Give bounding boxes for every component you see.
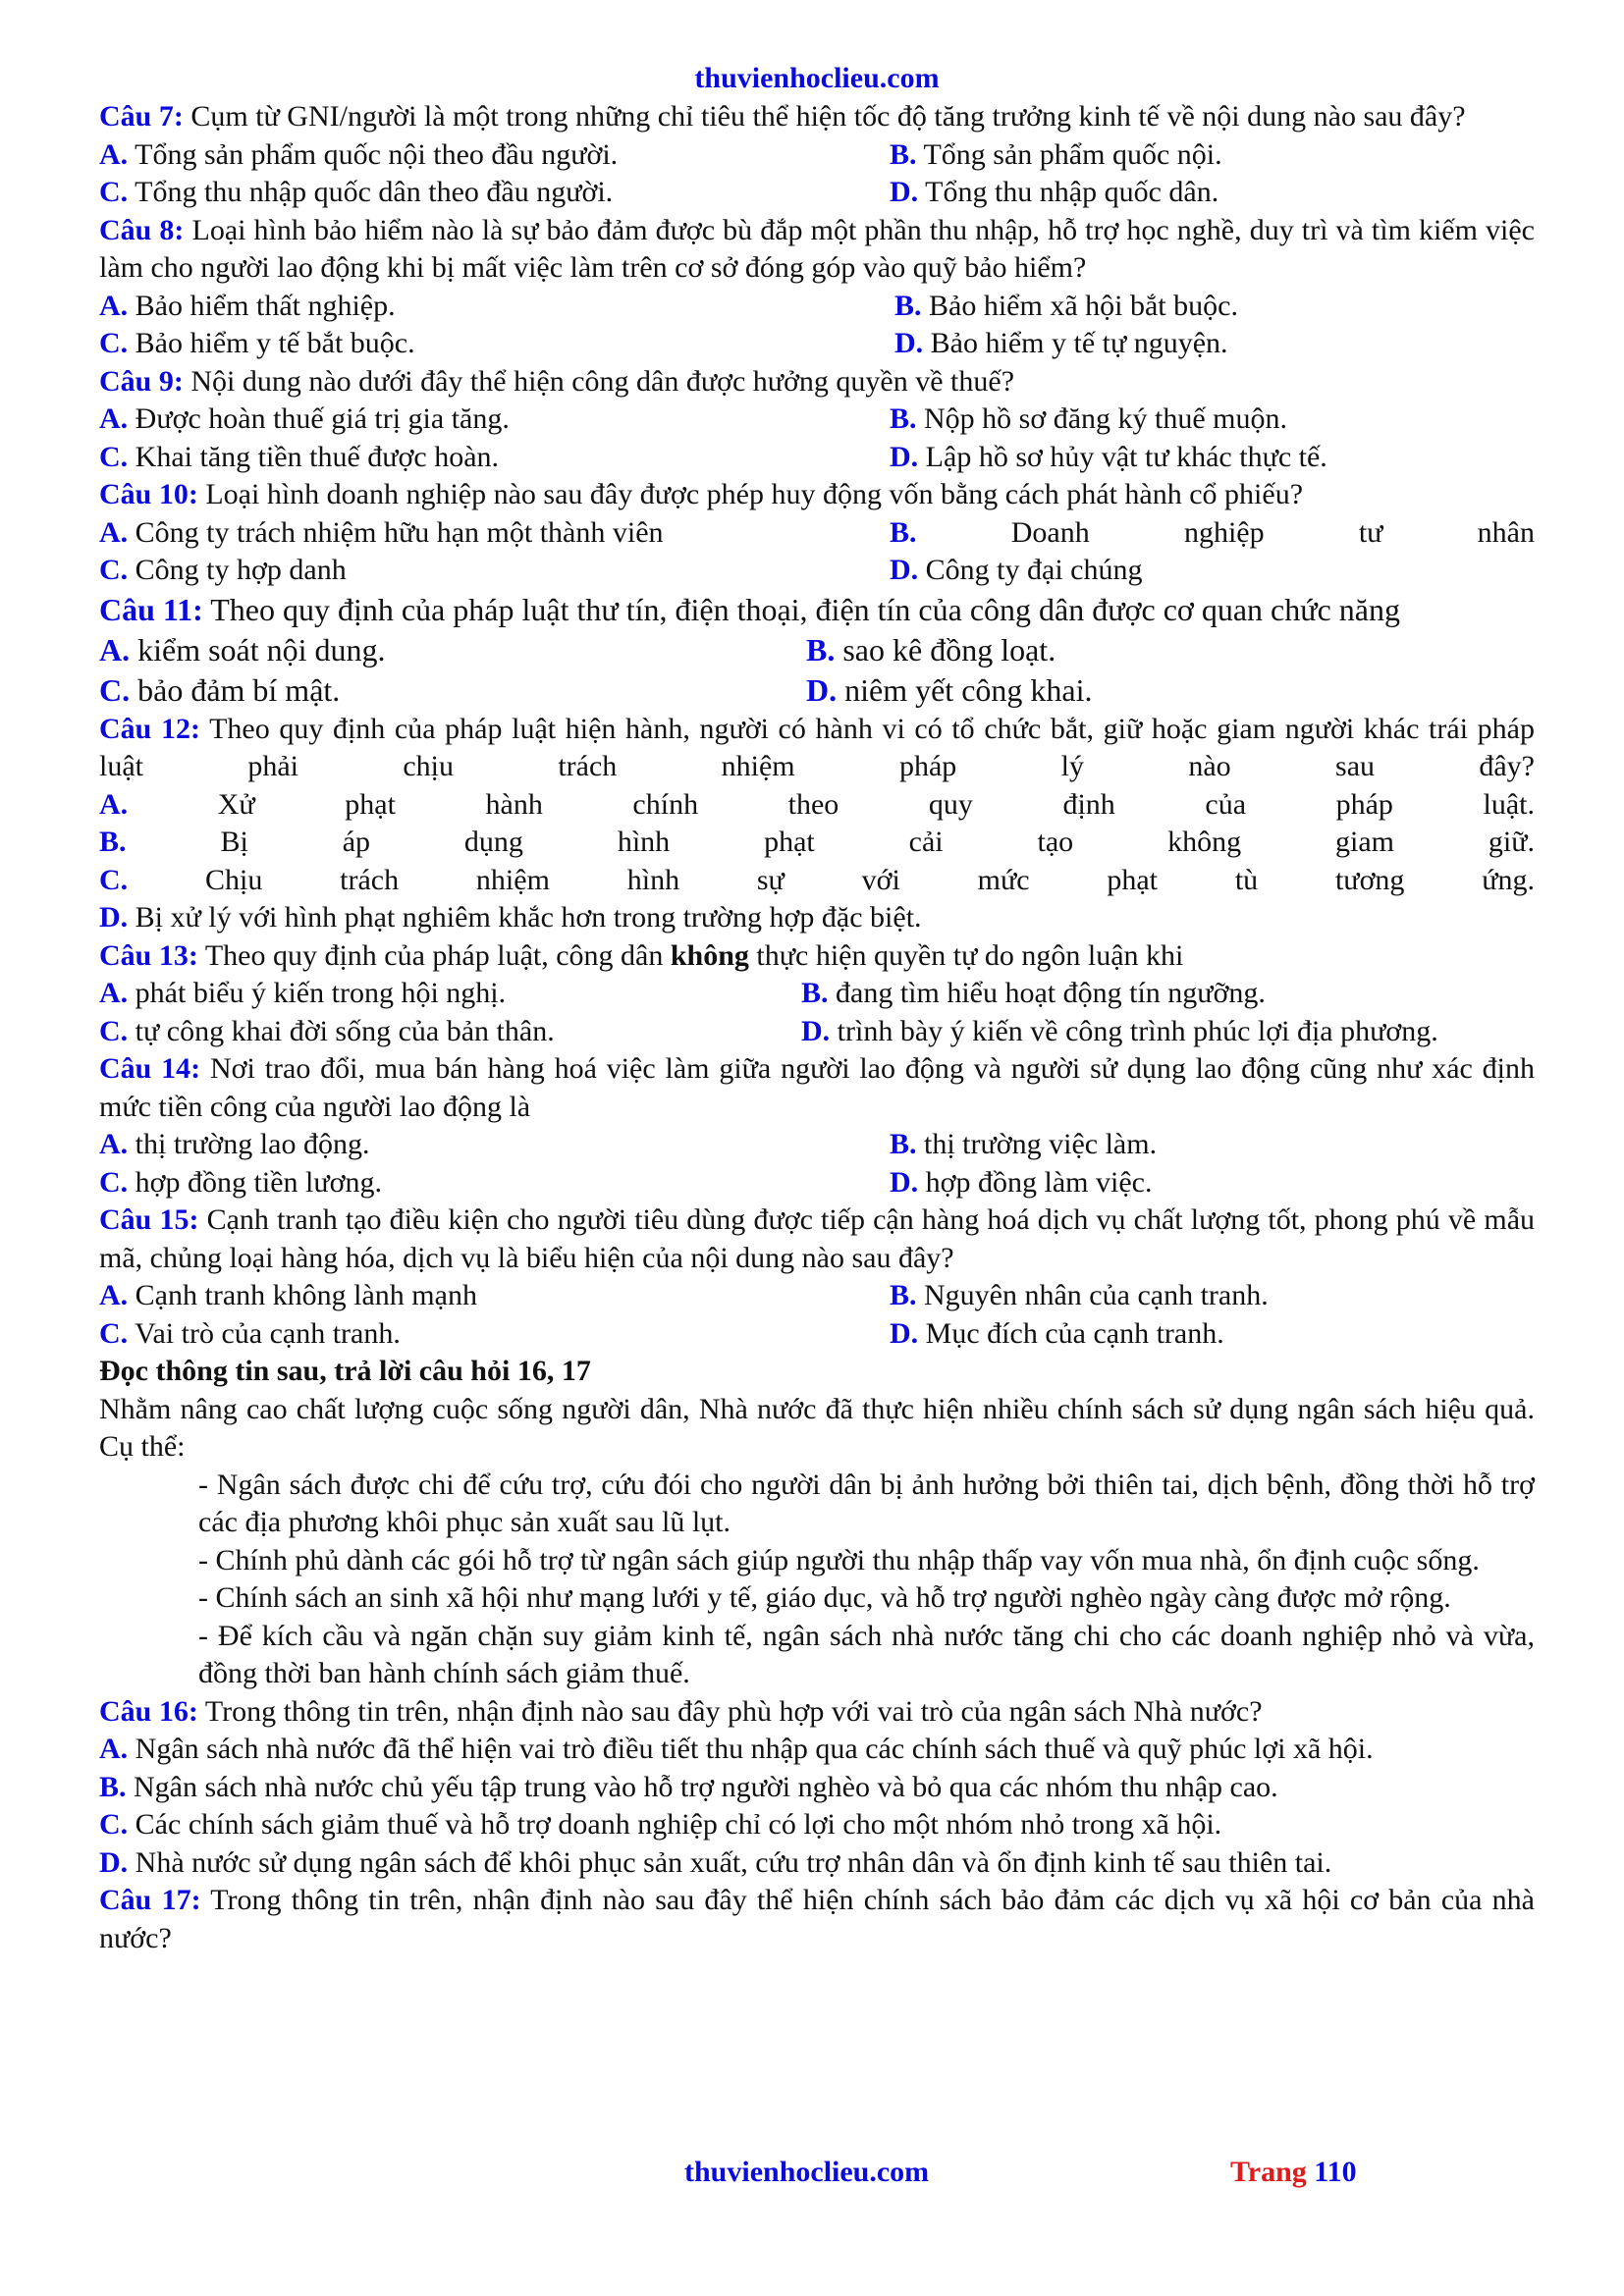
question-text: Nội dung nào dưới đây thể hiện công dân được hưởng quyền về thuế? <box>190 364 1015 398</box>
question-7 <box>99 98 1535 136</box>
option-a: A. phát biểu ý kiến trong hội nghị. <box>99 977 507 1009</box>
page-footer <box>0 2156 1624 2195</box>
option-c: C. Các chính sách giảm thuế và hỗ trợ doanh nghiệp chỉ có lợi cho một nhóm nhỏ trong xã hội. <box>99 1808 1222 1841</box>
question-12 <box>99 711 1535 786</box>
reading-title: Đọc thông tin sau, trả lời câu hỏi 16, 17 <box>99 1355 591 1387</box>
document-page <box>99 59 1535 1957</box>
reading-bullet: - Chính sách an sinh xã hội như mạng lưới y tế, giáo dục, và hỗ trợ người nghèo ngày càng được mở rộng. <box>198 1581 1451 1614</box>
option-b: B. sao kê đồng loạt. <box>806 631 1056 667</box>
reading-intro: Nhằm nâng cao chất lượng cuộc sống người dân, Nhà nước đã thực hiện nhiều chính sách sử dụng ngân sách hiệu quả. Cụ thể: <box>99 1392 1535 1463</box>
option-a: A. Được hoàn thuế giá trị gia tăng. <box>99 402 510 435</box>
option-d: D. Công ty đại chúng <box>890 554 1143 586</box>
question-7-options <box>99 136 1535 212</box>
question-15 <box>99 1201 1535 1277</box>
option-b: B. Bảo hiểm xã hội bắt buộc. <box>894 289 1238 322</box>
question-14 <box>99 1050 1535 1126</box>
question-9 <box>99 363 1535 401</box>
question-label: Câu 15: <box>99 1203 199 1236</box>
option-b: B. Nộp hồ sơ đăng ký thuế muộn. <box>890 402 1288 435</box>
option-b: B. Ngân sách nhà nước chủ yếu tập trung vào hỗ trợ người nghèo và bỏ qua các nhóm thu nhập cao. <box>99 1770 1278 1803</box>
option-a: A. Ngân sách nhà nước đã thể hiện vai trò điều tiết thu nhập qua các chính sách thuế và quỹ phúc lợi xã hội. <box>99 1733 1374 1765</box>
question-8-options <box>99 288 1535 363</box>
option-c: C. Vai trò của cạnh tranh. <box>99 1316 401 1350</box>
option-a: A. kiểm soát nội dung. <box>99 631 386 667</box>
question-label: Câu 16: <box>99 1694 198 1728</box>
question-11 <box>99 590 1535 630</box>
option-a: A. Công ty trách nhiệm hữu hạn một thành viên <box>99 515 664 549</box>
footer-site-link[interactable]: thuvienhoclieu.com <box>684 2156 930 2188</box>
reading-bullet: - Chính phủ dành các gói hỗ trợ từ ngân sách giúp người thu nhập thấp vay vốn mua nhà, ổn định cuộc sống. <box>198 1543 1480 1576</box>
question-text: Cụm từ GNI/người là một trong những chỉ tiêu thể hiện tốc độ tăng trưởng kinh tế về nội dung nào sau đây? <box>190 100 1466 133</box>
option-a: A. Bảo hiểm thất nghiệp. <box>99 289 396 322</box>
question-label: Câu 14: <box>99 1052 201 1085</box>
option-d: D. Mục đích của cạnh tranh. <box>890 1316 1224 1350</box>
option-b: B. đang tìm hiểu hoạt động tín ngưỡng. <box>801 977 1266 1009</box>
question-9-options <box>99 400 1535 476</box>
reading-bullet: - Ngân sách được chi để cứu trợ, cứu đói cho người dân bị ảnh hưởng bởi thiên tai, dịch bệnh, đồng thời hỗ trợ các địa phương khôi phục sản xuất sau lũ lụt. <box>198 1468 1535 1538</box>
option-d: D. Bị xử lý với hình phạt nghiêm khắc hơn trong trường hợp đặc biệt. <box>99 901 922 934</box>
question-17 <box>99 1882 1535 1957</box>
question-text: Loại hình doanh nghiệp nào sau đây được phép huy động vốn bằng cách phát hành cổ phiếu? <box>205 478 1304 510</box>
question-text: Theo quy định của pháp luật thư tín, điện thoại, điện tín của công dân được cơ quan chức năng <box>210 591 1400 627</box>
question-label: Câu 7: <box>99 100 184 133</box>
question-label: Câu 12: <box>99 712 200 745</box>
question-14-options <box>99 1126 1535 1201</box>
option-c: C. Bảo hiểm y tế bắt buộc. <box>99 327 415 359</box>
reading-bullet: - Để kích cầu và ngăn chặn suy giảm kinh tế, ngân sách nhà nước tăng chi cho các doanh nghiệp nhỏ và vừa, đồng thời ban hành chính sách giảm thuế. <box>198 1619 1535 1689</box>
option-c: C. Tổng thu nhập quốc dân theo đầu người. <box>99 176 614 208</box>
question-11-options <box>99 630 1535 711</box>
option-a: A. Xử phạt hành chính theo quy định của pháp luật. <box>99 787 1535 821</box>
option-d: D. niêm yết công khai. <box>806 671 1093 708</box>
option-d: D. Nhà nước sử dụng ngân sách để khôi phục sản xuất, cứu trợ nhân dân và ổn định kinh tế sau thiên tai. <box>99 1845 1332 1879</box>
question-text: Loại hình bảo hiểm nào là sự bảo đảm được bù đắp một phần thu nhập, hỗ trợ học nghề, duy trì và tìm kiếm việc làm cho người lao động khi bị mất việc làm trên cơ sở đóng góp vào quỹ bảo hiểm? <box>99 213 1536 284</box>
question-13-options <box>99 975 1535 1050</box>
option-b: B. thị trường việc làm. <box>890 1128 1158 1160</box>
question-label: Câu 10: <box>99 478 198 510</box>
question-text: Trong thông tin trên, nhận định nào sau đây phù hợp với vai trò của ngân sách Nhà nước? <box>204 1694 1263 1728</box>
question-10-options <box>99 514 1535 590</box>
question-text: Nơi trao đổi, mua bán hàng hoá việc làm giữa người lao động và người sử dụng lao động cũng như xác định mức tiền công của người lao động là <box>99 1052 1535 1123</box>
option-d: D. Tổng thu nhập quốc dân. <box>890 176 1219 208</box>
question-label: Câu 8: <box>99 213 185 246</box>
question-text: Trong thông tin trên, nhận định nào sau đây thể hiện chính sách bảo đảm các dịch vụ xã hội cơ bản của nhà nước? <box>99 1884 1536 1954</box>
page-number: Trang 110 <box>1230 2156 1357 2188</box>
site-header[interactable]: thuvienhoclieu.com <box>694 62 940 94</box>
option-c: C. bảo đảm bí mật. <box>99 671 341 708</box>
option-a: A. Tổng sản phẩm quốc nội theo đầu người. <box>99 137 619 171</box>
question-label: Câu 17: <box>99 1884 201 1916</box>
question-label: Câu 13: <box>99 938 198 972</box>
option-d: D. hợp đồng làm việc. <box>890 1165 1153 1199</box>
question-16 <box>99 1693 1535 1732</box>
option-b: B. Doanh nghiệp tư nhân <box>890 515 1535 549</box>
option-a: A. Cạnh tranh không lành mạnh <box>99 1279 477 1311</box>
option-b: B. Tổng sản phẩm quốc nội. <box>890 137 1222 171</box>
option-b: B. Nguyên nhân của cạnh tranh. <box>890 1279 1269 1311</box>
option-c: C. Khai tăng tiền thuế được hoàn. <box>99 440 500 473</box>
option-d: D. trình bày ý kiến về công trình phúc lợi địa phương. <box>801 1014 1438 1047</box>
question-13: Câu 13: Theo quy định của pháp luật, công dân không thực hiện quyền tự do ngôn luận khi <box>99 938 1184 972</box>
option-c: C. tự công khai đời sống của bản thân. <box>99 1014 555 1047</box>
option-b: B. Bị áp dụng hình phạt cải tạo không giam giữ. <box>99 826 1536 858</box>
question-15-options <box>99 1277 1535 1353</box>
question-label: Câu 11: <box>99 591 203 627</box>
question-10 <box>99 476 1535 514</box>
question-text: Theo quy định của pháp luật hiện hành, người có hành vi có tổ chức bắt, giữ hoặc giam người khác trái pháp luật phải chịu trách nhiệm pháp lý nào sau đây? <box>99 712 1535 782</box>
option-d: D. Lập hồ sơ hủy vật tư khác thực tế. <box>890 440 1327 473</box>
option-c: C. Công ty hợp danh <box>99 554 347 586</box>
question-text: Cạnh tranh tạo điều kiện cho người tiêu dùng được tiếp cận hàng hoá dịch vụ chất lượng tốt, phong phú về mẫu mã, chủng loại hàng hóa, dịch vụ là biểu hiện của nội dung nào sau đây? <box>99 1203 1536 1274</box>
option-d: D. Bảo hiểm y tế tự nguyện. <box>894 327 1228 359</box>
question-8 <box>99 212 1535 288</box>
option-a: A. thị trường lao động. <box>99 1128 370 1160</box>
option-c: C. Chịu trách nhiệm hình sự với mức phạt tù tương ứng. <box>99 863 1536 896</box>
question-label: Câu 9: <box>99 364 184 398</box>
option-c: C. hợp đồng tiền lương. <box>99 1165 382 1199</box>
